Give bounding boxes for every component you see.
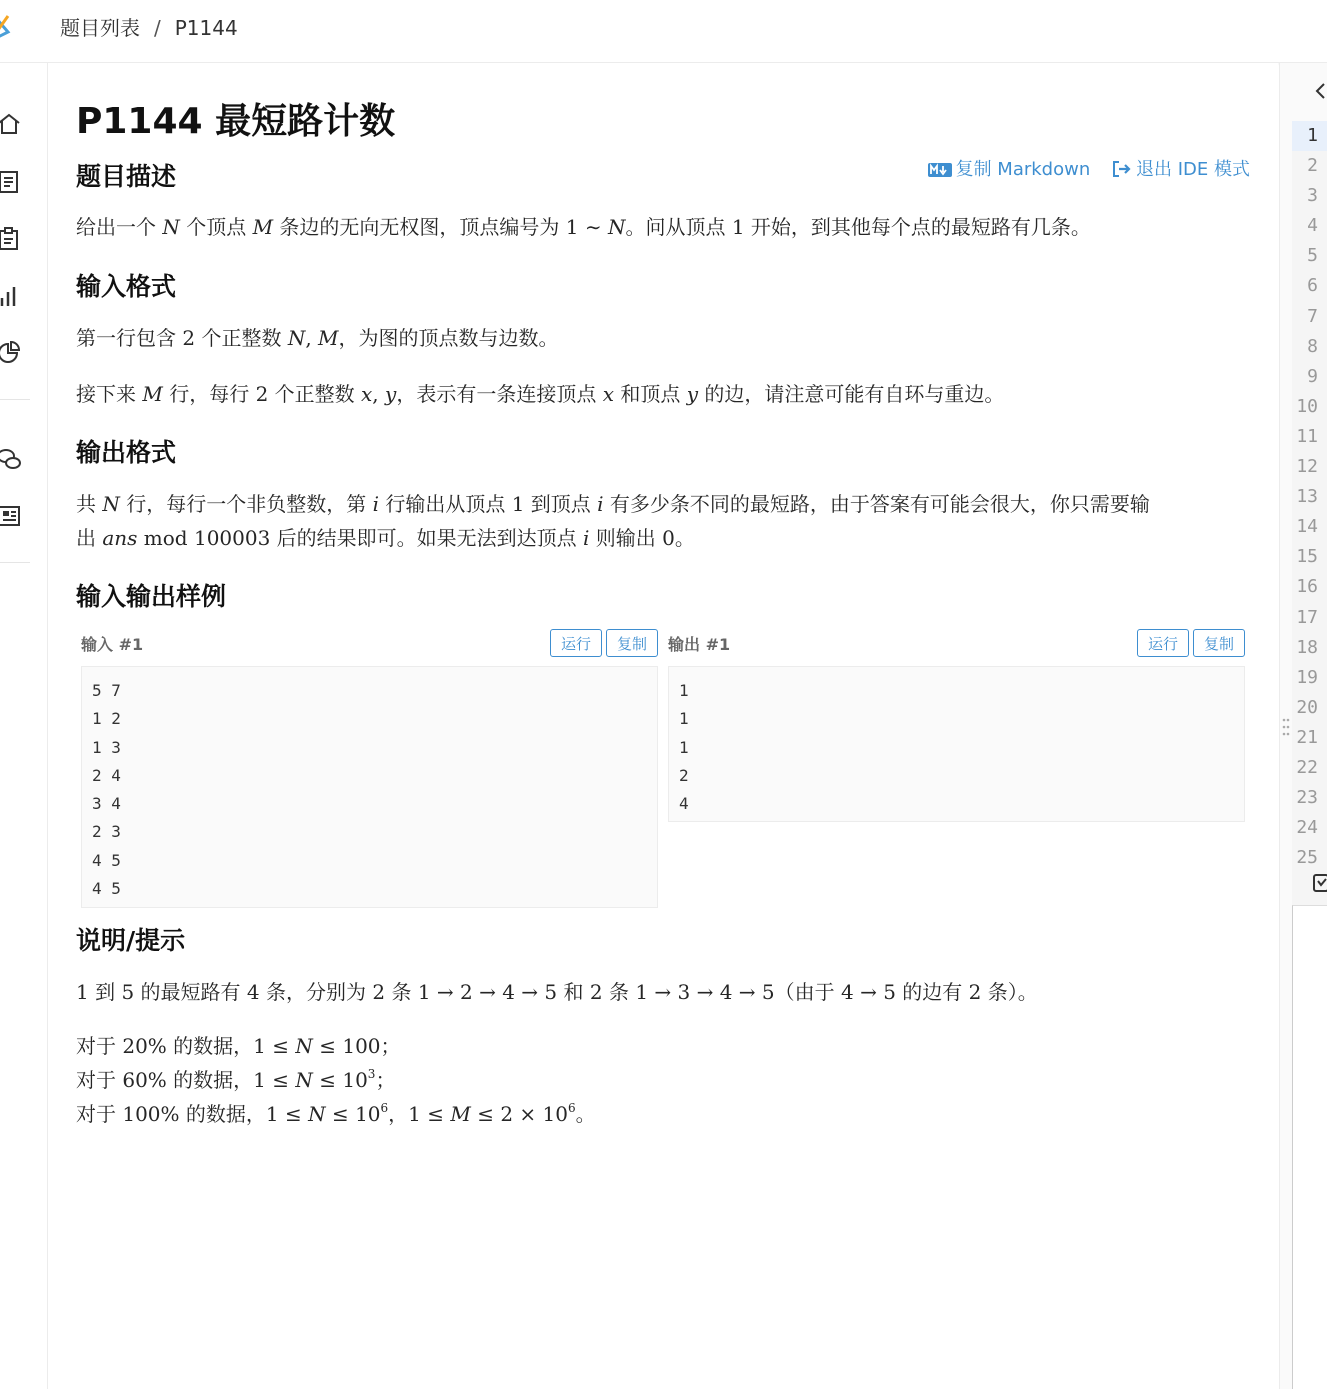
line-number: 13	[1296, 486, 1318, 508]
editor-line-numbers	[1292, 121, 1327, 921]
sample-input-line: 2 4	[92, 765, 121, 785]
line-number: 9	[1307, 365, 1318, 387]
sample-input-label: 输入 #1	[81, 635, 144, 654]
sample-output-label: 输出 #1	[668, 635, 731, 654]
description-text: 给出一个 N 个顶点 M 条边的无向无权图，顶点编号为 1 ∼ N。问从顶点 1 开始，到其他每个点的最短路有几条。	[76, 215, 1091, 239]
sample-output-line: 4	[679, 794, 689, 814]
code-toggle-icon[interactable]	[1314, 81, 1327, 101]
output-format-line1: 共 N 行，每行一个非负整数，第 i 行输出从顶点 1 到顶点 i 有多少条不同的最短路，由于答案有可能会很大，你只需要输	[76, 492, 1150, 516]
sample-output-box[interactable]	[668, 666, 1245, 822]
sidebar-divider	[0, 399, 30, 400]
section-hint: 说明/提示	[76, 926, 186, 955]
submit-icon[interactable]	[1312, 873, 1327, 893]
line-number: 5	[1307, 245, 1318, 267]
exit-ide-label: 退出 IDE 模式	[1136, 159, 1250, 180]
ide-pane	[1279, 63, 1327, 1389]
sidebar	[0, 63, 48, 1389]
sample-input-line: 3 4	[92, 794, 121, 814]
copy-markdown-button[interactable]	[928, 159, 1096, 180]
run-output-button[interactable]: 运行	[1137, 629, 1189, 657]
section-description: 题目描述	[76, 162, 177, 191]
line-number: 23	[1296, 787, 1318, 809]
line-number: 19	[1296, 666, 1318, 688]
problem-list-icon[interactable]	[0, 169, 22, 195]
problem-title: P1144 最短路计数	[76, 101, 396, 142]
line-number: 11	[1296, 425, 1318, 447]
top-bar	[0, 0, 1327, 63]
sample-output-line: 1	[679, 737, 689, 757]
sample-input-line: 1 2	[92, 709, 121, 729]
line-number: 22	[1296, 756, 1318, 778]
sample-input-box[interactable]	[81, 666, 658, 908]
line-number: 20	[1296, 696, 1318, 718]
line-number: 21	[1296, 726, 1318, 748]
resize-handle-icon[interactable]	[1282, 717, 1290, 737]
line-number: 24	[1296, 817, 1318, 839]
copy-markdown-label: 复制 Markdown	[955, 159, 1091, 180]
constraint-line-3: 对于 100% 的数据，$1 \le N \le 10^6$，$1 \le M \le 2 \times 10^6$。	[76, 1101, 596, 1126]
line-number: 1	[1292, 121, 1327, 151]
home-icon[interactable]	[0, 111, 22, 137]
line-number: 17	[1296, 606, 1318, 628]
breadcrumb	[60, 12, 238, 41]
copy-input-button[interactable]: 复制	[606, 629, 658, 657]
section-samples: 输入输出样例	[76, 582, 227, 611]
discussion-icon[interactable]	[0, 446, 22, 472]
problem-actions	[912, 155, 1250, 181]
breadcrumb-current: P1144	[174, 16, 238, 40]
line-number: 25	[1296, 847, 1318, 869]
sample-output-line: 1	[679, 681, 689, 700]
output-format-line2: 出 ans mod 100003 后的结果即可。如果无法到达顶点 i 则输出 0。	[76, 526, 695, 550]
line-number: 4	[1307, 215, 1318, 237]
clipboard-icon[interactable]	[0, 226, 22, 252]
input-format-line2: 接下来 M 行，每行 2 个正整数 x, y，表示有一条连接顶点 x 和顶点 y 的边，请注意可能有自环与重边。	[76, 382, 1005, 406]
line-number: 6	[1307, 275, 1318, 297]
line-number: 18	[1296, 636, 1318, 658]
line-number: 15	[1296, 546, 1318, 568]
line-number: 16	[1296, 576, 1318, 598]
breadcrumb-separator: /	[154, 16, 161, 40]
run-input-button[interactable]: 运行	[550, 629, 602, 657]
exit-icon	[1112, 160, 1132, 178]
line-number: 2	[1307, 155, 1318, 177]
sample-output-line: 1	[679, 709, 689, 729]
line-number: 8	[1307, 335, 1318, 357]
problem-panel	[48, 63, 1278, 1389]
section-output-format: 输出格式	[76, 438, 177, 467]
sample-input-line: 1 3	[92, 737, 121, 757]
pie-chart-icon[interactable]	[0, 340, 22, 366]
sample-input-line: 4 5	[92, 850, 121, 870]
section-input-format: 输入格式	[76, 272, 177, 301]
editor-output-frame[interactable]	[1292, 905, 1327, 1389]
bar-chart-icon[interactable]	[0, 284, 22, 310]
sample-input-line: 4 5	[92, 879, 121, 899]
sidebar-divider	[0, 562, 30, 563]
line-number: 10	[1296, 395, 1318, 417]
sample-input-line: 2 3	[92, 822, 121, 842]
line-number: 14	[1296, 516, 1318, 538]
sample-output-line: 2	[679, 765, 689, 785]
constraint-line-2: 对于 60% 的数据，$1 \le N \le 10^3$；	[76, 1067, 396, 1092]
input-format-line1: 第一行包含 2 个正整数 N, M，为图的顶点数与边数。	[76, 326, 559, 350]
line-number: 7	[1307, 305, 1318, 327]
exit-ide-button[interactable]	[1112, 159, 1250, 180]
news-icon[interactable]	[0, 503, 22, 529]
logo-icon[interactable]	[0, 12, 16, 40]
copy-output-button[interactable]: 复制	[1193, 629, 1245, 657]
line-number: 12	[1296, 456, 1318, 478]
sample-input-line: 5 7	[92, 681, 121, 700]
markdown-icon	[928, 162, 952, 178]
line-number: 3	[1307, 185, 1318, 207]
hint-example-text: 1 到 5 的最短路有 4 条，分别为 2 条 1 → 2 → 4 → 5 和 2 条 1 → 3 → 4 → 5（由于 4 → 5 的边有 2 条）。	[76, 980, 1038, 1004]
constraint-line-1: 对于 20% 的数据，1 ≤ N ≤ 100；	[76, 1034, 401, 1058]
breadcrumb-problem-list[interactable]: 题目列表	[60, 16, 140, 40]
